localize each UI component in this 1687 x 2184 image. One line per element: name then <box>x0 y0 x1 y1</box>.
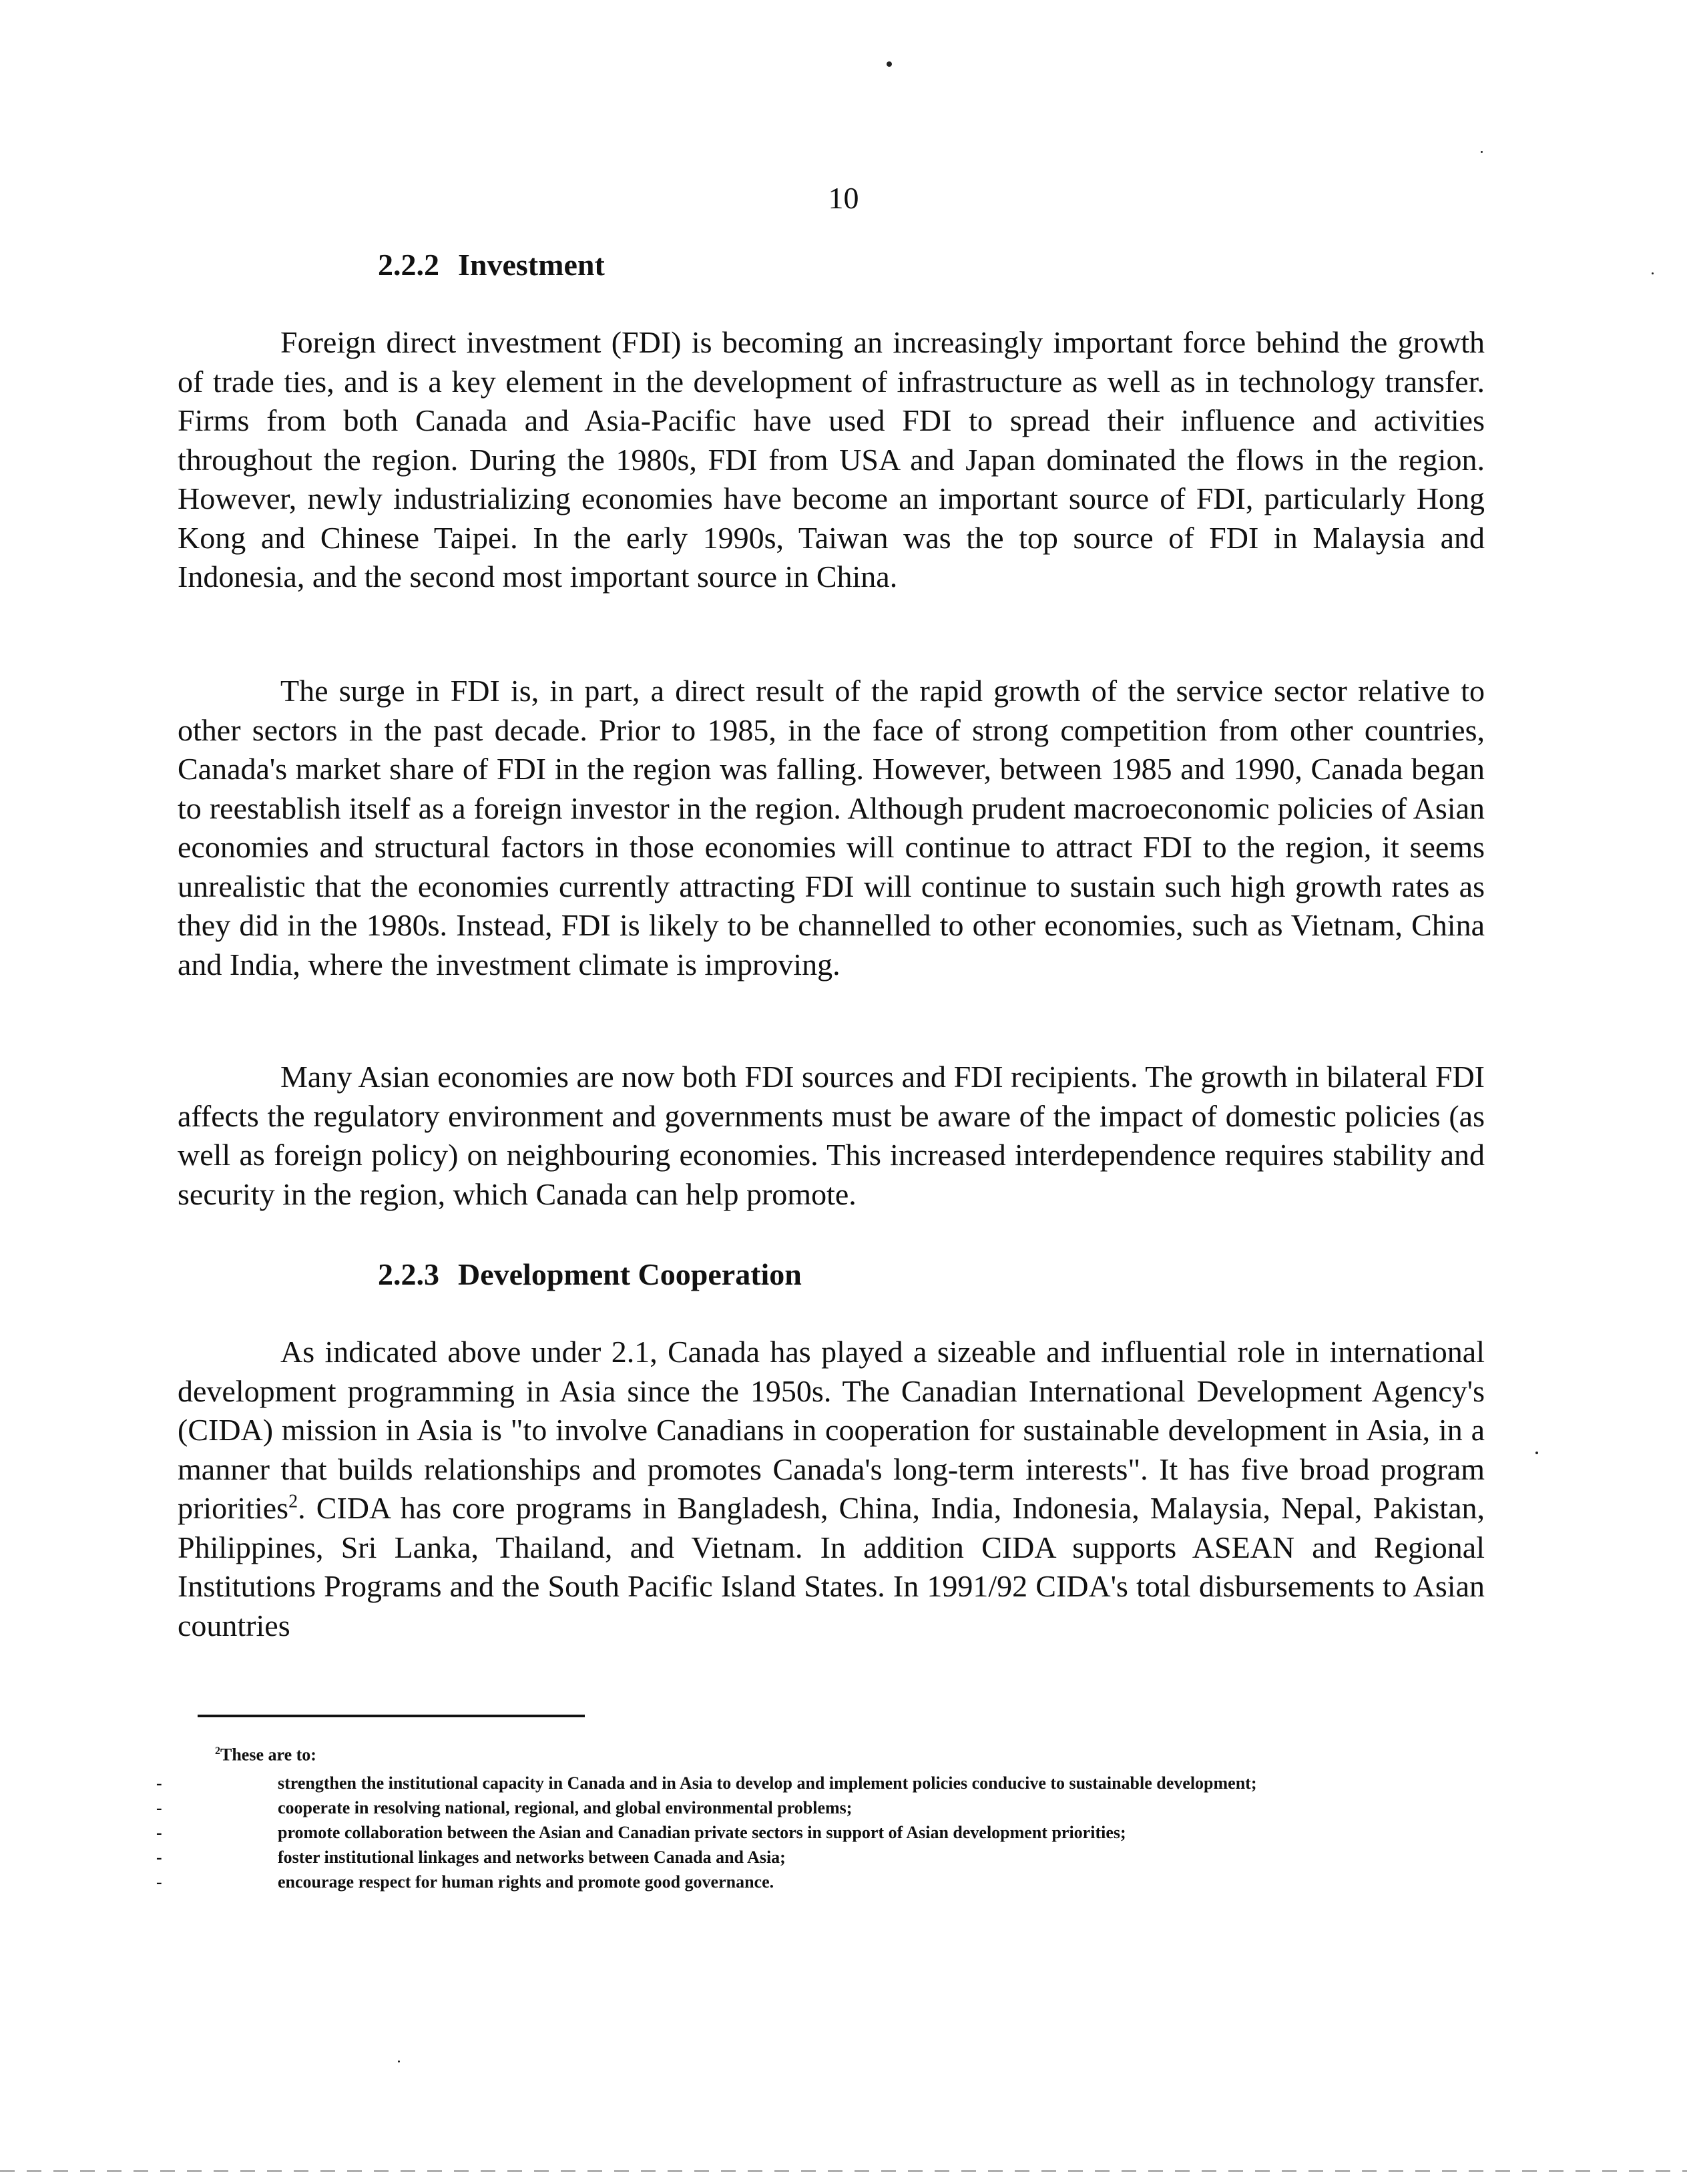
footnotes <box>156 1739 1493 1895</box>
bullet-dash: - <box>156 1872 162 1892</box>
footnote-divider <box>198 1715 585 1717</box>
footnote-list <box>156 1771 1493 1895</box>
section-title: Investment <box>458 248 605 282</box>
scan-speck <box>887 61 892 67</box>
scan-speck <box>1481 151 1483 153</box>
scan-edge <box>0 2170 1687 2172</box>
footnote-item <box>156 1821 1493 1845</box>
page-number: 10 <box>828 181 859 215</box>
scan-speck <box>1652 272 1654 274</box>
bullet-dash: - <box>156 1773 162 1793</box>
footnote-item-text: promote collaboration between the Asian and Canadian private sectors in support of Asian development priorities; <box>278 1822 1126 1842</box>
footnote-marker: 2 <box>215 1745 220 1757</box>
footnote-intro <box>215 1739 1493 1767</box>
body-paragraph: The surge in FDI is, in part, a direct result of the rapid growth of the service sector relative to other sectors in the past decade. Prior to 1985, in the face of strong competition from other countries, Canada's market share of FDI in the region was falling. However, between 1985 and 1990, Canada began to reestablish itself as a foreign investor in the region. Although prudent macroeconomic policies of Asian economies and structural factors in those economies will continue to attract FDI to the region, it seems unrealistic that the economies currently attracting FDI will continue to sustain such high growth rates as they did in the 1980s. Instead, FDI is likely to be channelled to other economies, such as Vietnam, China and India, where the investment climate is improving. <box>178 674 1485 981</box>
body-paragraph: Many Asian economies are now both FDI sources and FDI recipients. The growth in bilateral FDI affects the regulatory environment and governments must be aware of the impact of domestic policies (as well as foreign policy) on neighbouring economies. This increased interdependence requires stability and security in the region, which Canada can help promote. <box>178 1060 1485 1211</box>
bullet-dash: - <box>156 1797 162 1817</box>
footnote-item-text: foster institutional linkages and networks between Canada and Asia; <box>278 1847 786 1867</box>
section-heading-development-cooperation <box>378 1257 802 1292</box>
footnote-item <box>156 1870 1493 1895</box>
footnote-item-text: cooperate in resolving national, regional, and global environmental problems; <box>278 1797 853 1817</box>
footnote-item <box>156 1771 1493 1796</box>
bullet-dash: - <box>156 1822 162 1842</box>
footnote-item <box>156 1796 1493 1821</box>
paragraph-text: . CIDA has core programs in Bangladesh, China, India, Indonesia, Malaysia, Nepal, Pakistan, Philippines, Sri Lanka, Thailand, and Vietnam. In addition CIDA supports ASEAN and Regional Institutions Programs and the South Pacific Island States. In 1991/92 CIDA's total disbursements to Asian countries <box>178 1491 1485 1643</box>
footnote-item-text: strengthen the institutional capacity in Canada and in Asia to develop and implement policies conducive to sustainable development; <box>278 1773 1257 1793</box>
section-number: 2.2.2 <box>378 248 439 282</box>
body-paragraph: Foreign direct investment (FDI) is becoming an increasingly important force behind the growth of trade ties, and is a key element in the development of infrastructure as well as in technology transfer. Firms from both Canada and Asia-Pacific have used FDI to spread their influence and activities throughout the region. During the 1980s, FDI from USA and Japan dominated the flows in the region. However, newly industrializing economies have become an important source of FDI, particularly Hong Kong and Chinese Taipei. In the early 1990s, Taiwan was the top source of FDI in Malaysia and Indonesia, and the second most important source in China. <box>178 325 1485 594</box>
body-paragraph <box>178 1333 1485 1645</box>
footnote-item-text: encourage respect for human rights and promote good governance. <box>278 1872 774 1892</box>
scan-speck <box>398 2060 400 2062</box>
section-title: Development Cooperation <box>458 1257 802 1291</box>
footnote-item <box>156 1845 1493 1870</box>
bullet-dash: - <box>156 1847 162 1867</box>
footnote-reference: 2 <box>288 1491 298 1512</box>
footnote-intro-text: These are to: <box>220 1745 316 1765</box>
scan-speck <box>1535 1452 1538 1454</box>
section-heading-investment <box>378 247 605 282</box>
paragraph-text: As indicated above under 2.1, Canada has played a sizeable and influential role in international development programming in Asia since the 1950s. The Canadian International Development Agency's (CIDA) mission in Asia is "to involve Canadians in cooperation for sustainable development in Asia, in a manner that builds relationships and promotes Canada's long-term interests". It has five broad program priorities <box>178 1335 1485 1525</box>
section-number: 2.2.3 <box>378 1257 439 1291</box>
